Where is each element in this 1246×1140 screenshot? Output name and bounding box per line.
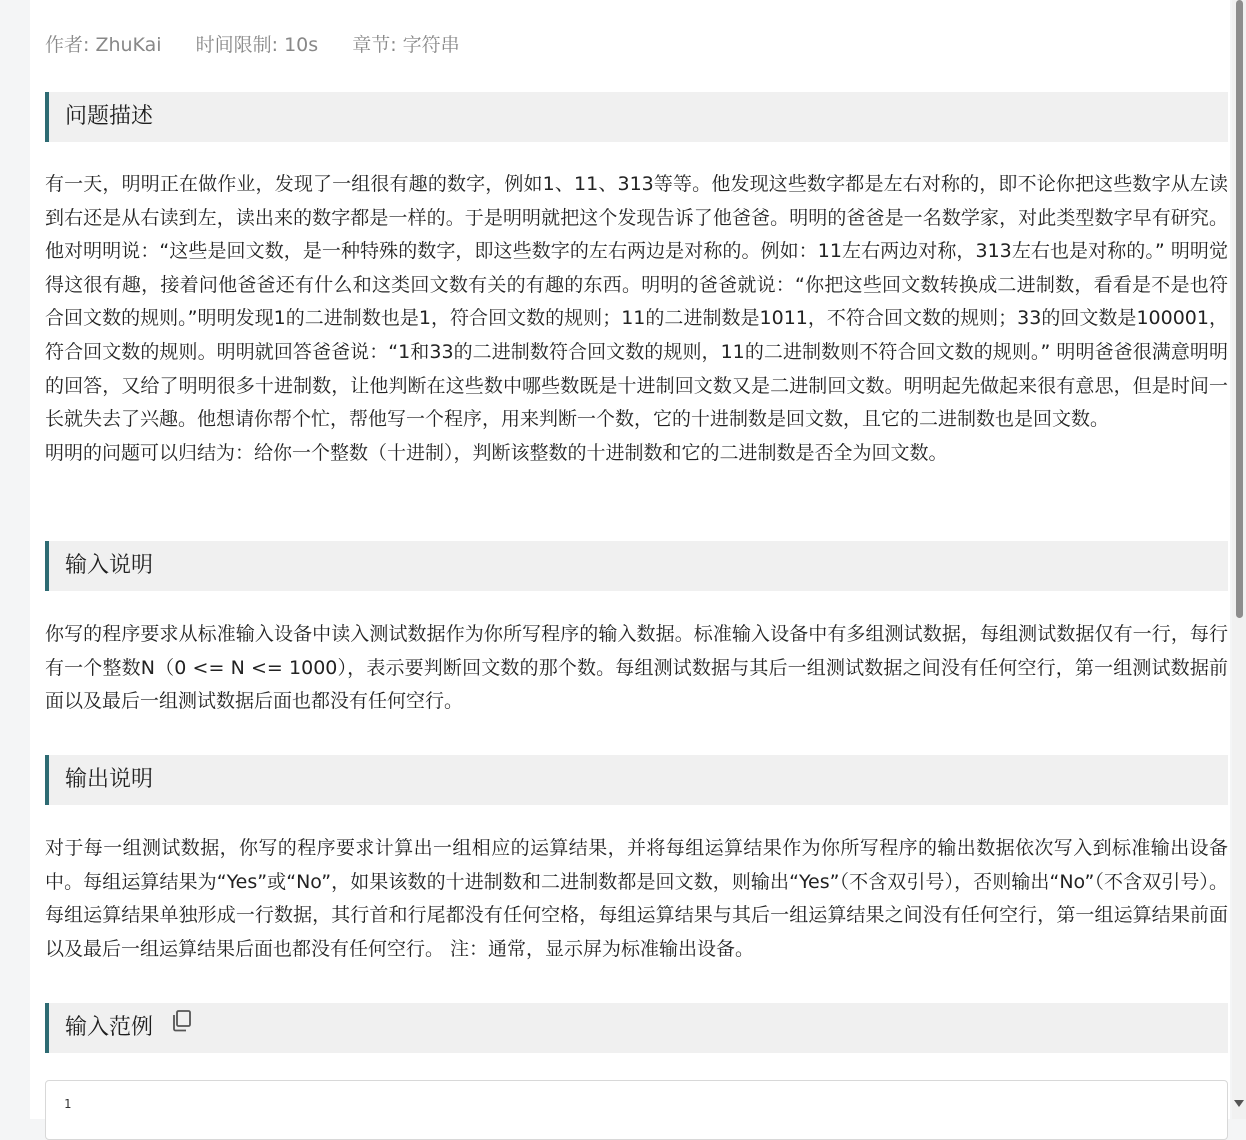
- sample-input-code: [45, 1080, 1228, 1140]
- input-heading: [45, 541, 1228, 591]
- copy-icon[interactable]: [172, 1001, 192, 1051]
- output-paragraph: 对于每一组测试数据，你写的程序要求计算出一组相应的运算结果，并将每组运算结果作为你所写程序的输出数据依次写入到标准输出设备中。每组运算结果为“Yes”或“No”，如果该数的十进制数和二进制数都是回文数，则输出“Yes”（不含双引号），否则输出“No”（不含双引号）。每组运算结果单独形成一行数据，其行首和行尾都没有任何空格，每组运算结果与其后一组运算结果之间没有任何空行，第一组运算结果前面以及最后一组运算结果后面也都没有任何空行。 注：通常，显示屏为标准输出设备。: [45, 837, 1228, 960]
- output-title: 输出说明: [65, 767, 154, 792]
- description-body: [45, 168, 1228, 470]
- scrollbar-thumb[interactable]: [1236, 0, 1243, 618]
- sample-input-line: 1: [64, 1097, 72, 1111]
- description-heading: [45, 92, 1228, 142]
- sample-input-heading: [45, 1003, 1228, 1053]
- scroll-down-arrow-icon[interactable]: [1234, 1100, 1244, 1107]
- output-heading: [45, 755, 1228, 805]
- input-paragraph: 你写的程序要求从标准输入设备中读入测试数据作为你所写程序的输入数据。标准输入设备中有多组测试数据，每组测试数据仅有一行，每行有一个整数N（0 <= N <= 1000），表示要判断回文数的那个数。每组测试数据与其后一组测试数据之间没有任何空行，第一组测试数据前面以及最后一组测试数据后面也都没有任何空行。: [45, 623, 1228, 713]
- problem-page: [30, 0, 1230, 1119]
- input-title: 输入说明: [65, 553, 154, 578]
- chapter-label: 章节: 字符串: [352, 34, 460, 56]
- time-limit-label: 时间限制: 10s: [195, 34, 319, 56]
- sample-input-title: 输入范例: [65, 1015, 154, 1040]
- description-paragraph-2: 明明的问题可以归结为：给你一个整数（十进制），判断该整数的十进制数和它的二进制数是否全为回文数。: [45, 441, 948, 464]
- vertical-scrollbar[interactable]: [1232, 0, 1246, 1119]
- problem-meta: [45, 30, 488, 57]
- description-title: 问题描述: [65, 104, 154, 129]
- author-label: 作者: ZhuKai: [45, 34, 162, 56]
- description-paragraph-1: 有一天，明明正在做作业，发现了一组很有趣的数字，例如1、11、313等等。他发现这些数字都是左右对称的，即不论你把这些数字从左读到右还是从右读到左，读出来的数字都是一样的。于是明明就把这个发现告诉了他爸爸。明明的爸爸是一名数学家，对此类型数字早有研究。他对明明说：“这些是回文数，是一种特殊的数字，即这些数字的左右两边是对称的。例如：11左右两边对称，313左右也是对称的。” 明明觉得这很有趣，接着问他爸爸还有什么和这类回文数有关的有趣的东西。明明的爸爸就说：“你把这些回文数转换成二进制数，看看是不是也符合回文数的规则。”明明发现1的二进制数也是1，符合回文数的规则；11的二进制数是1011，不符合回文数的规则；33的回文数是100001，符合回文数的规则。明明就回答爸爸说：“1和33的二进制数符合回文数的规则，11的二进制数则不符合回文数的规则。” 明明爸爸很满意明明的回答，又给了明明很多十进制数，让他判断在这些数中哪些数既是十进制回文数又是二进制回文数。明明起先做起来很有意思，但是时间一长就失去了兴趣。他想请你帮个忙，帮他写一个程序，用来判断一个数，它的十进制数是回文数，且它的二进制数也是回文数。: [45, 173, 1228, 431]
- output-body: [45, 832, 1228, 966]
- input-body: [45, 618, 1228, 719]
